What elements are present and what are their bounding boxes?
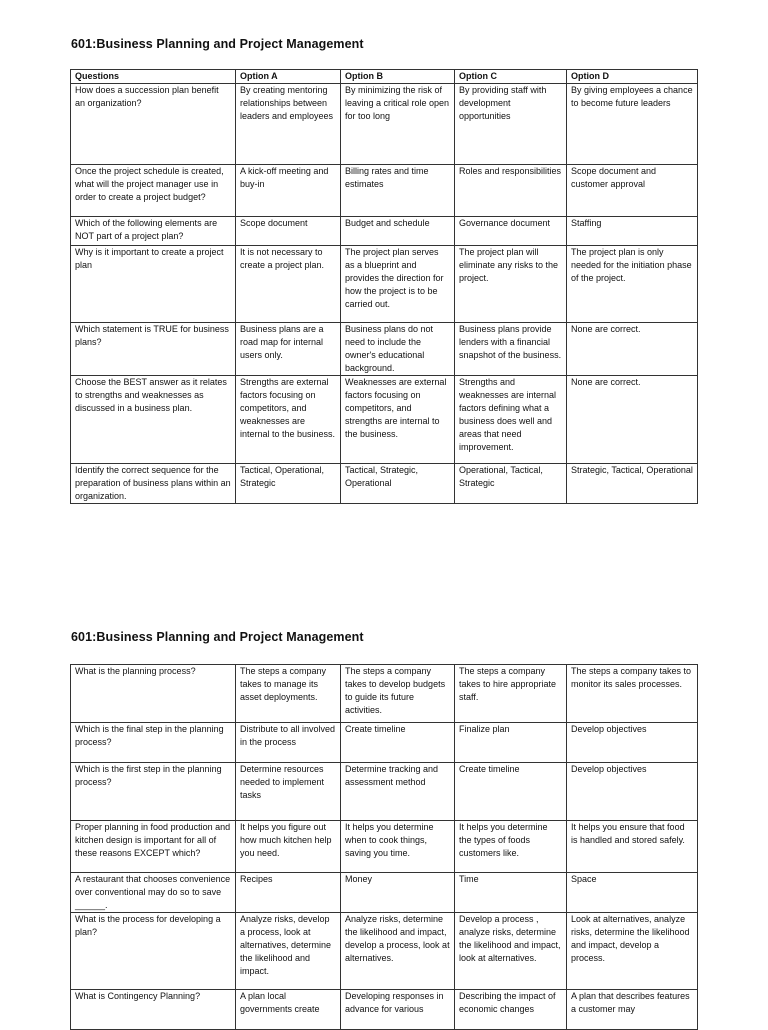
column-header: Option D (567, 70, 698, 84)
option-d-cell: None are correct. (567, 323, 698, 376)
question-cell: Which statement is TRUE for business plans? (71, 323, 236, 376)
option-a-cell: By creating mentoring relationships between leaders and employees (236, 84, 341, 165)
table-row (71, 376, 698, 464)
option-b-cell: It helps you determine when to cook things, saving you time. (341, 821, 455, 873)
question-cell: Identify the correct sequence for the preparation of business plans within an organization. (71, 464, 236, 504)
option-c-cell: Strengths and weaknesses are internal factors defining what a business does well and areas that need improvement. (455, 376, 567, 464)
option-d-cell: Scope document and customer approval (567, 165, 698, 217)
table-header-row (71, 70, 698, 84)
option-d-cell: Develop objectives (567, 763, 698, 821)
option-b-cell: The project plan serves as a blueprint and provides the direction for how the project is to be carried out. (341, 246, 455, 323)
option-d-cell: Strategic, Tactical, Operational (567, 464, 698, 504)
question-cell: What is the planning process? (71, 665, 236, 723)
option-c-cell: Finalize plan (455, 723, 567, 763)
option-b-cell: Money (341, 873, 455, 913)
table-row (71, 873, 698, 913)
option-d-cell: Look at alternatives, analyze risks, determine the likelihood and impact, develop a process. (567, 913, 698, 990)
section-title: 601:Business Planning and Project Management (71, 630, 364, 644)
question-cell: What is Contingency Planning? (71, 990, 236, 1030)
column-header: Option C (455, 70, 567, 84)
option-b-cell: Developing responses in advance for various (341, 990, 455, 1030)
option-c-cell: Operational, Tactical, Strategic (455, 464, 567, 504)
option-a-cell: Analyze risks, develop a process, look at alternatives, determine the likelihood and impact. (236, 913, 341, 990)
option-d-cell: Staffing (567, 217, 698, 246)
table-row (71, 84, 698, 165)
option-c-cell: Develop a process , analyze risks, determine the likelihood and impact, look at alternatives. (455, 913, 567, 990)
option-c-cell: By providing staff with development opportunities (455, 84, 567, 165)
question-cell: Once the project schedule is created, what will the project manager use in order to create a project budget? (71, 165, 236, 217)
table-row (71, 165, 698, 217)
question-cell: A restaurant that chooses convenience over conventional may do so to save ______. (71, 873, 236, 913)
option-d-cell: Space (567, 873, 698, 913)
option-c-cell: Create timeline (455, 763, 567, 821)
table-row (71, 246, 698, 323)
option-c-cell: Describing the impact of economic changes (455, 990, 567, 1030)
option-a-cell: Strengths are external factors focusing on competitors, and weaknesses are internal to the business. (236, 376, 341, 464)
option-d-cell: The project plan is only needed for the initiation phase of the project. (567, 246, 698, 323)
table-row (71, 763, 698, 821)
option-d-cell: It helps you ensure that food is handled and stored safely. (567, 821, 698, 873)
column-header: Option B (341, 70, 455, 84)
option-b-cell: The steps a company takes to develop budgets to guide its future activities. (341, 665, 455, 723)
table-row (71, 323, 698, 376)
question-cell: How does a succession plan benefit an organization? (71, 84, 236, 165)
option-a-cell: A kick-off meeting and buy-in (236, 165, 341, 217)
option-d-cell: None are correct. (567, 376, 698, 464)
question-cell: Which of the following elements are NOT part of a project plan? (71, 217, 236, 246)
question-cell: Why is it important to create a project plan (71, 246, 236, 323)
option-b-cell: Business plans do not need to include the owner's educational background. (341, 323, 455, 376)
column-header: Option A (236, 70, 341, 84)
option-b-cell: Weaknesses are external factors focusing on competitors, and strengths are internal to the business. (341, 376, 455, 464)
option-b-cell: Determine tracking and assessment method (341, 763, 455, 821)
questions-table (70, 664, 698, 1030)
option-a-cell: It helps you figure out how much kitchen help you need. (236, 821, 341, 873)
option-b-cell: By minimizing the risk of leaving a critical role open for too long (341, 84, 455, 165)
question-cell: Proper planning in food production and kitchen design is important for all of these reasons EXCEPT which? (71, 821, 236, 873)
option-a-cell: Recipes (236, 873, 341, 913)
option-b-cell: Tactical, Strategic, Operational (341, 464, 455, 504)
option-c-cell: Time (455, 873, 567, 913)
option-a-cell: It is not necessary to create a project plan. (236, 246, 341, 323)
option-b-cell: Create timeline (341, 723, 455, 763)
option-b-cell: Billing rates and time estimates (341, 165, 455, 217)
option-d-cell: Develop objectives (567, 723, 698, 763)
question-cell: Which is the final step in the planning process? (71, 723, 236, 763)
option-c-cell: Business plans provide lenders with a financial snapshot of the business. (455, 323, 567, 376)
table-row (71, 665, 698, 723)
option-c-cell: It helps you determine the types of foods customers like. (455, 821, 567, 873)
option-b-cell: Analyze risks, determine the likelihood and impact, develop a process, look at alternatives. (341, 913, 455, 990)
option-a-cell: The steps a company takes to manage its asset deployments. (236, 665, 341, 723)
table-row (71, 821, 698, 873)
table-row (71, 217, 698, 246)
section-title: 601:Business Planning and Project Management (71, 37, 364, 51)
option-d-cell: The steps a company takes to monitor its sales processes. (567, 665, 698, 723)
option-d-cell: By giving employees a chance to become future leaders (567, 84, 698, 165)
option-a-cell: Distribute to all involved in the process (236, 723, 341, 763)
question-cell: Choose the BEST answer as it relates to strengths and weaknesses as discussed in a business plan. (71, 376, 236, 464)
table-row (71, 723, 698, 763)
table-row (71, 464, 698, 504)
option-d-cell: A plan that describes features a customer may (567, 990, 698, 1030)
option-c-cell: Governance document (455, 217, 567, 246)
option-a-cell: Tactical, Operational, Strategic (236, 464, 341, 504)
option-a-cell: Scope document (236, 217, 341, 246)
option-a-cell: A plan local governments create (236, 990, 341, 1030)
question-cell: What is the process for developing a plan? (71, 913, 236, 990)
option-c-cell: The project plan will eliminate any risks to the project. (455, 246, 567, 323)
table-row (71, 913, 698, 990)
option-b-cell: Budget and schedule (341, 217, 455, 246)
column-header: Questions (71, 70, 236, 84)
option-c-cell: Roles and responsibilities (455, 165, 567, 217)
option-a-cell: Determine resources needed to implement tasks (236, 763, 341, 821)
option-c-cell: The steps a company takes to hire appropriate staff. (455, 665, 567, 723)
question-cell: Which is the first step in the planning process? (71, 763, 236, 821)
questions-table (70, 69, 698, 504)
option-a-cell: Business plans are a road map for internal users only. (236, 323, 341, 376)
